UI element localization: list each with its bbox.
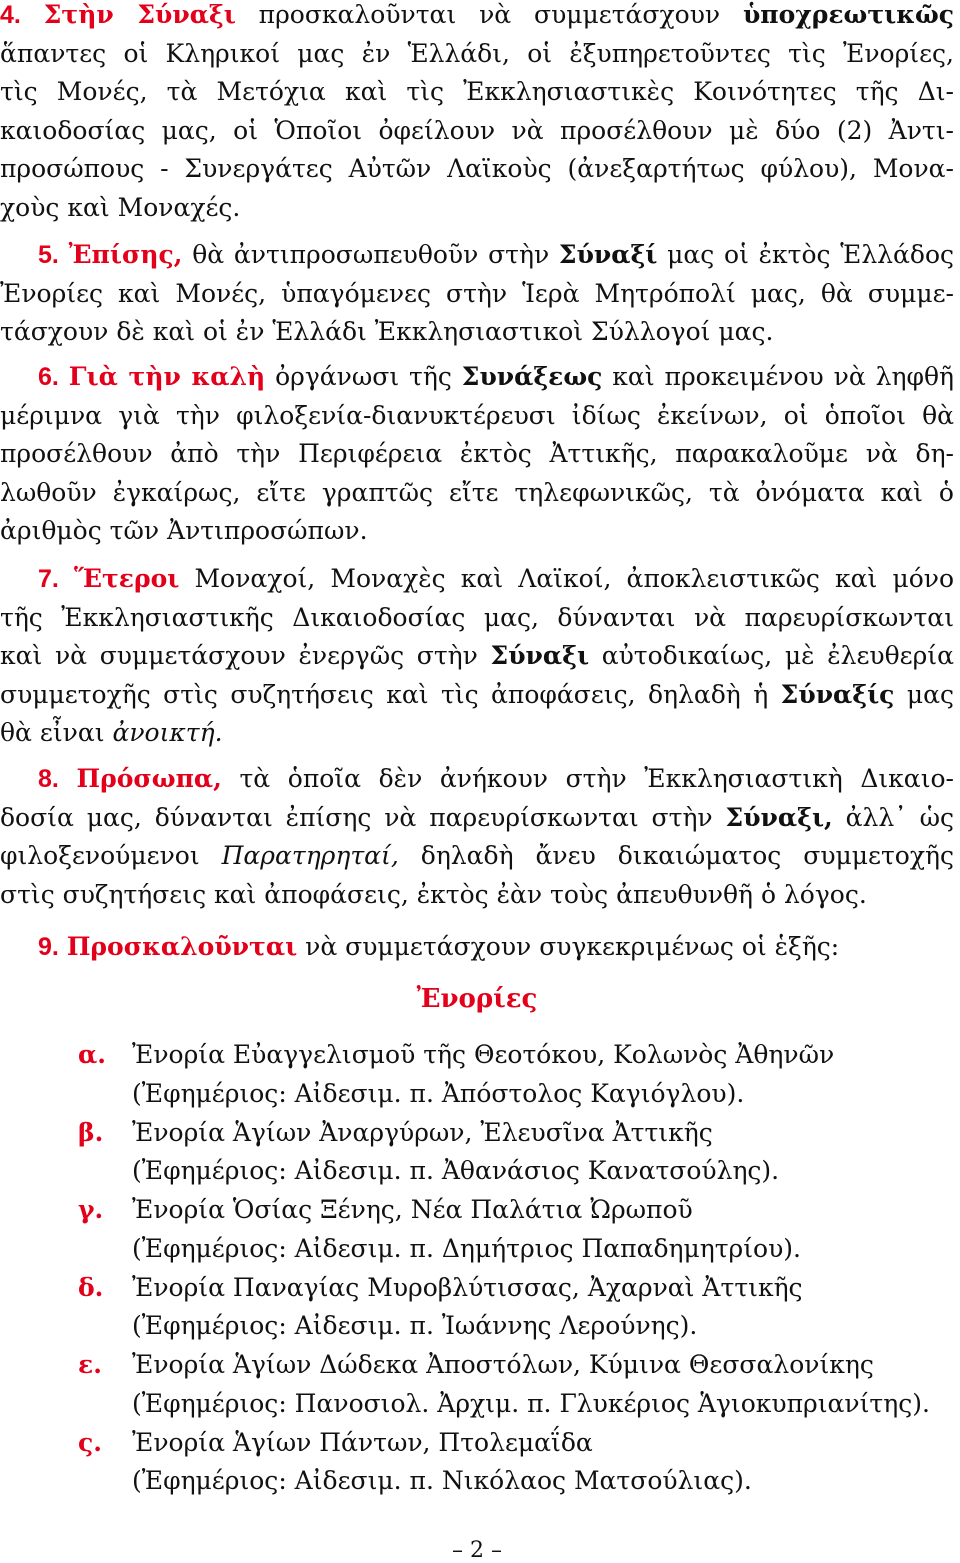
paragraph-text: μας: [894, 679, 954, 709]
parish-name: Ἐνορία Ἁγίων Δώδεκα Ἀποστόλων, Κύμινα Θεσσαλονίκης: [132, 1350, 874, 1379]
paragraph-line: [0, 0, 954, 35]
section-heading: Ἐνορίες: [416, 984, 538, 1014]
list-item: [78, 1036, 958, 1114]
paragraph-line: [0, 799, 954, 838]
parish-name: Ἐνορία Παναγίας Μυροβλύτισσας, Ἀχαρναὶ Ἀττικῆς: [132, 1272, 803, 1302]
list-item: [78, 1114, 958, 1192]
emphasis-text: Σύναξί: [558, 240, 658, 269]
paragraph-8: [0, 760, 954, 914]
paragraph-text: τὰ ὁποῖα δὲν ἀνήκουν στὴν Ἐκκλησιαστικὴ Δικαιο-: [221, 764, 954, 793]
paragraph-line: στὶς συζητήσεις καὶ ἀποφάσεις, ἐκτὸς ἐὰν τοὺς ἀπευθυνθῆ ὁ λόγος.: [0, 879, 867, 909]
paragraph-5: [0, 236, 954, 352]
paragraph-lead: Προσκαλοῦνται: [66, 932, 298, 961]
paragraph-line: λωθοῦν ἐγκαίρως, εἴτε γραπτῶς εἴτε τηλεφωνικῶς, τὰ ὀνόματα καὶ ὁ: [0, 477, 954, 507]
paragraph-9: [0, 928, 954, 967]
paragraph-text: νὰ συμμετάσχουν συγκεκριμένως οἱ ἑξῆς:: [297, 932, 840, 961]
paragraph-number: 4.: [0, 1, 21, 29]
paragraph-line: τὶς Μονές, τὰ Μετόχια καὶ τὶς Ἐκκλησιαστικὲς Κοινότητες τῆς Δι-: [0, 77, 954, 106]
paragraph-lead: Γιὰ τὴν καλὴ: [68, 362, 266, 391]
parish-name: Ἐνορία Ὁσίας Ξένης, Νέα Παλάτια Ὠρωποῦ: [132, 1195, 693, 1224]
list-item: [78, 1424, 958, 1502]
paragraph-text: ὀργάνωσι τῆς: [265, 362, 462, 391]
list-marker: γ.: [78, 1195, 104, 1224]
paragraph-line: προσώπους - Συνεργάτες Αὐτῶν Λαϊκοὺς (ἀνεξαρτήτως φύλου), Μονα-: [0, 154, 954, 183]
paragraph-lead: Πρόσωπα,: [76, 764, 222, 793]
list-marker: ς.: [78, 1427, 102, 1457]
paragraph-text: Μοναχοί, Μοναχὲς καὶ Λαϊκοί, ἀποκλειστικῶς καὶ μόνο: [179, 564, 954, 593]
parish-name: Ἐνορία Ἁγίων Πάντων, Πτολεμαΐδα: [132, 1427, 593, 1457]
parish-priest: (Ἐφημέριος: Αἰδεσιμ. π. Ἰωάννης Λερούνης).: [132, 1311, 698, 1340]
list-marker: β.: [78, 1117, 104, 1147]
paragraph-text: θὰ ἀντιπροσωπευθοῦν στὴν: [182, 240, 559, 269]
emphasis-text: ὑποχρεωτικῶς: [742, 0, 955, 29]
paragraph-7: [0, 560, 954, 753]
paragraph-line: [0, 760, 954, 799]
italic-text: ἀνοικτή.: [112, 718, 223, 747]
paragraph-line: Ἐνορίες καὶ Μονές, ὑπαγόμενες στὴν Ἱερὰ Μητρόπολί μας, θὰ συμμε-: [0, 278, 954, 308]
paragraph-text: συμμετοχῆς στὶς συζητήσεις καὶ τὶς ἀποφάσεις, δηλαδὴ ἡ: [0, 679, 781, 709]
paragraph-line: [0, 928, 954, 967]
paragraph-line: καιοδοσίας μας, οἱ Ὁποῖοι ὀφείλουν νὰ προσέλθουν μὲ δύο (2) Ἀντι-: [0, 115, 954, 145]
paragraph-text: αὐτοδικαίως, μὲ ἐλευθερία: [589, 641, 954, 670]
paragraph-text: καὶ προκειμένου νὰ ληφθῆ: [602, 362, 954, 391]
paragraph-number: 8.: [38, 765, 59, 793]
list-marker: ε.: [78, 1350, 102, 1379]
emphasis-text: Σύναξι,: [725, 802, 833, 832]
paragraph-text: θὰ εἶναι: [0, 718, 113, 747]
parish-priest: (Ἐφημέριος: Πανοσιολ. Ἀρχιμ. π. Γλυκέριος Ἁγιοκυπριανίτης).: [132, 1388, 930, 1418]
paragraph-4: [0, 0, 954, 227]
paragraph-line: [0, 637, 954, 676]
list-marker: δ.: [78, 1272, 104, 1302]
paragraph-line: προσέλθουν ἀπὸ τὴν Περιφέρεια ἐκτὸς Ἀττικῆς, παρακαλοῦμε νὰ δη-: [0, 439, 954, 468]
list-item: [78, 1269, 958, 1347]
list-item: [78, 1191, 958, 1269]
emphasis-text: Σύναξίς: [780, 679, 895, 709]
paragraph-number: 6.: [38, 363, 59, 391]
paragraph-line: [0, 714, 954, 753]
paragraph-text: φιλοξενούμενοι: [0, 841, 222, 870]
paragraph-line: ἀριθμὸς τῶν Ἀντιπροσώπων.: [0, 516, 368, 545]
paragraph-text: μας οἱ ἐκτὸς Ἑλλάδος: [657, 240, 954, 269]
page-number: – 2 –: [452, 1538, 502, 1563]
paragraph-line: [0, 676, 954, 715]
paragraph-text: δηλαδὴ ἄνευ δικαιώματος συμμετοχῆς: [398, 841, 954, 870]
emphasis-text: Σύναξι: [490, 641, 590, 670]
paragraph-6: [0, 358, 954, 551]
italic-text: Παρατηρηταί,: [221, 841, 399, 870]
paragraph-line: [0, 560, 954, 599]
paragraph-line: τάσχουν δὲ καὶ οἱ ἐν Ἑλλάδι Ἐκκλησιαστικοὶ Σύλλογοί μας.: [0, 317, 774, 346]
parish-priest: (Ἐφημέριος: Αἰδεσιμ. π. Ἀπόστολος Καγιόγλου).: [132, 1078, 745, 1108]
parish-priest: (Ἐφημέριος: Αἰδεσιμ. π. Δημήτριος Παπαδημητρίου).: [132, 1233, 801, 1263]
paragraph-number: 7.: [38, 565, 59, 593]
emphasis-text: Συνάξεως: [461, 362, 603, 391]
paragraph-text: καὶ νὰ συμμετάσχουν ἐνεργῶς στὴν: [0, 641, 491, 670]
parish-priest: (Ἐφημέριος: Αἰδεσιμ. π. Ἀθανάσιος Κανατσούλης).: [132, 1156, 780, 1185]
paragraph-lead: Στὴν Σύναξι: [43, 0, 236, 29]
list-marker: α.: [78, 1040, 106, 1069]
paragraph-line: [0, 837, 954, 876]
paragraph-lead: Ἐπίσης,: [68, 240, 183, 269]
paragraph-line: ἅπαντες οἱ Κληρικοί μας ἐν Ἑλλάδι, οἱ ἐξυπηρετοῦντες τὶς Ἐνορίες,: [0, 38, 954, 68]
paragraph-line: [0, 236, 954, 275]
paragraph-text: προσκαλοῦνται νὰ συμμετάσχουν: [235, 0, 743, 29]
paragraph-line: [0, 358, 954, 397]
list-item: [78, 1346, 958, 1424]
paragraph-text: ἀλλ᾽ ὡς: [832, 802, 954, 832]
parish-name: Ἐνορία Ἁγίων Ἀναργύρων, Ἐλευσῖνα Ἀττικῆς: [132, 1117, 713, 1147]
parish-priest: (Ἐφημέριος: Αἰδεσιμ. π. Νικόλαος Ματσούλιας).: [132, 1466, 752, 1495]
paragraph-line: μέριμνα γιὰ τὴν φιλοξενία-διανυκτέρευσι ἰδίως ἐκείνων, οἱ ὁποῖοι θὰ: [0, 400, 954, 430]
paragraph-number: 5.: [38, 241, 59, 269]
parish-name: Ἐνορία Εὐαγγελισμοῦ τῆς Θεοτόκου, Κολωνὸς Ἀθηνῶν: [132, 1040, 835, 1069]
paragraph-line: τῆς Ἐκκλησιαστικῆς Δικαιοδοσίας μας, δύνανται νὰ παρευρίσκωνται: [0, 602, 954, 632]
paragraph-number: 9.: [38, 933, 59, 961]
paragraph-text: δοσία μας, δύνανται ἐπίσης νὰ παρευρίσκωνται στὴν: [0, 802, 726, 832]
paragraph-lead: Ἕτεροι: [74, 564, 180, 593]
parish-list: [78, 1036, 958, 1501]
paragraph-line: χοὺς καὶ Μοναχές.: [0, 192, 241, 222]
